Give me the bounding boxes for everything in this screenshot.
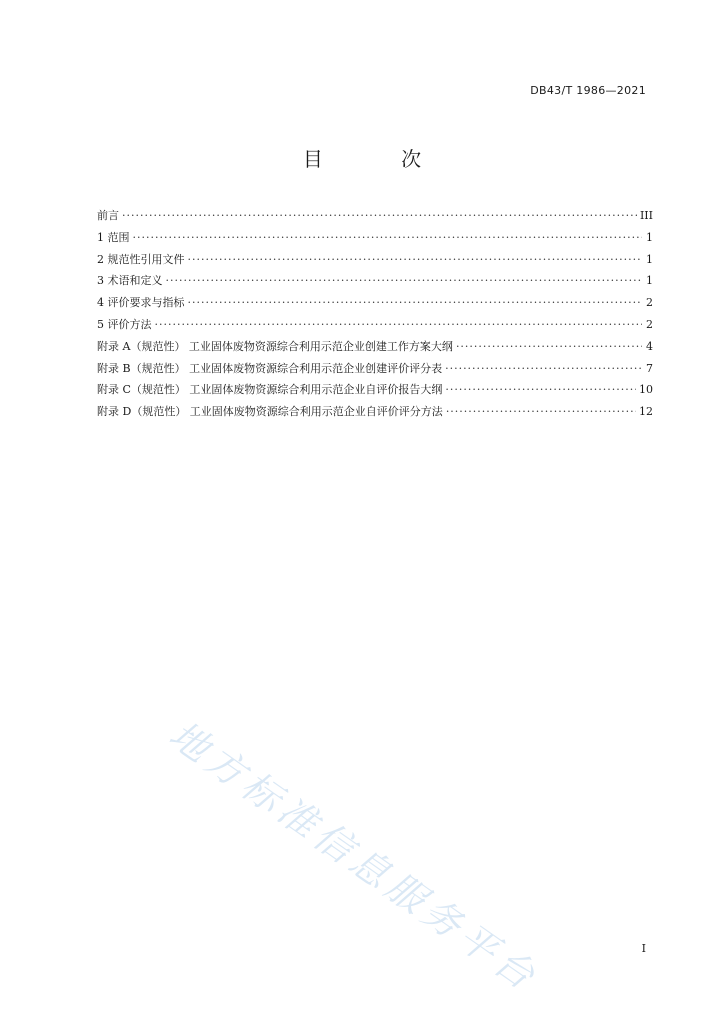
toc-entry-page: 12 bbox=[639, 405, 653, 419]
toc-entry-page: 4 bbox=[646, 339, 653, 353]
toc-entry-label: 2 规范性引用文件 bbox=[97, 252, 185, 266]
toc-entry-terms-definitions[interactable] bbox=[97, 270, 653, 292]
page-title: 目 次 bbox=[302, 147, 458, 171]
toc-entry-foreword[interactable] bbox=[97, 205, 653, 227]
toc-entry-label: 5 评价方法 bbox=[97, 317, 152, 331]
toc-dot-leader bbox=[133, 227, 643, 249]
toc-dot-leader bbox=[155, 314, 643, 336]
watermark: 地方标准信息服务平台 bbox=[161, 712, 548, 1001]
document-code: DB43/T 1986—2021 bbox=[530, 84, 646, 97]
toc-entry-page: 1 bbox=[646, 252, 653, 266]
toc-entry-page: III bbox=[639, 209, 653, 222]
toc-dot-leader bbox=[188, 292, 643, 314]
table-of-contents bbox=[97, 205, 653, 423]
toc-entry-page: 1 bbox=[646, 274, 653, 288]
toc-entry-label: 4 评价要求与指标 bbox=[97, 296, 185, 310]
toc-entry-page: 2 bbox=[646, 296, 653, 310]
toc-entry-page: 7 bbox=[646, 361, 653, 375]
toc-dot-leader bbox=[445, 358, 642, 380]
page-number: I bbox=[641, 942, 646, 955]
toc-entry-label: 附录 B（规范性） 工业固体废物资源综合利用示范企业创建评价评分表 bbox=[97, 361, 443, 375]
toc-entry-page: 1 bbox=[646, 230, 653, 244]
toc-dot-leader bbox=[456, 336, 642, 358]
toc-dot-leader bbox=[166, 270, 643, 292]
toc-entry-label: 附录 D（规范性） 工业固体废物资源综合利用示范企业自评价评分方法 bbox=[97, 405, 443, 419]
toc-dot-leader bbox=[188, 249, 643, 271]
toc-entry-label: 附录 C（规范性） 工业固体废物资源综合利用示范企业自评价报告大纲 bbox=[97, 383, 443, 397]
toc-dot-leader bbox=[446, 401, 636, 423]
toc-entry-appendix-c[interactable] bbox=[97, 379, 653, 401]
toc-entry-appendix-a[interactable] bbox=[97, 336, 653, 358]
toc-entry-scope[interactable] bbox=[97, 227, 653, 249]
toc-entry-page: 2 bbox=[646, 317, 653, 331]
toc-entry-appendix-b[interactable] bbox=[97, 358, 653, 380]
toc-dot-leader bbox=[122, 205, 637, 227]
toc-entry-appendix-d[interactable] bbox=[97, 401, 653, 423]
toc-entry-page: 10 bbox=[639, 383, 653, 397]
toc-entry-requirements[interactable] bbox=[97, 292, 653, 314]
toc-entry-label: 1 范围 bbox=[97, 230, 130, 244]
toc-entry-normative-references[interactable] bbox=[97, 249, 653, 271]
toc-entry-label: 前言 bbox=[97, 209, 119, 222]
toc-entry-label: 3 术语和定义 bbox=[97, 274, 163, 288]
toc-dot-leader bbox=[445, 379, 636, 401]
toc-entry-label: 附录 A（规范性） 工业固体废物资源综合利用示范企业创建工作方案大纲 bbox=[97, 339, 453, 353]
toc-entry-methods[interactable] bbox=[97, 314, 653, 336]
